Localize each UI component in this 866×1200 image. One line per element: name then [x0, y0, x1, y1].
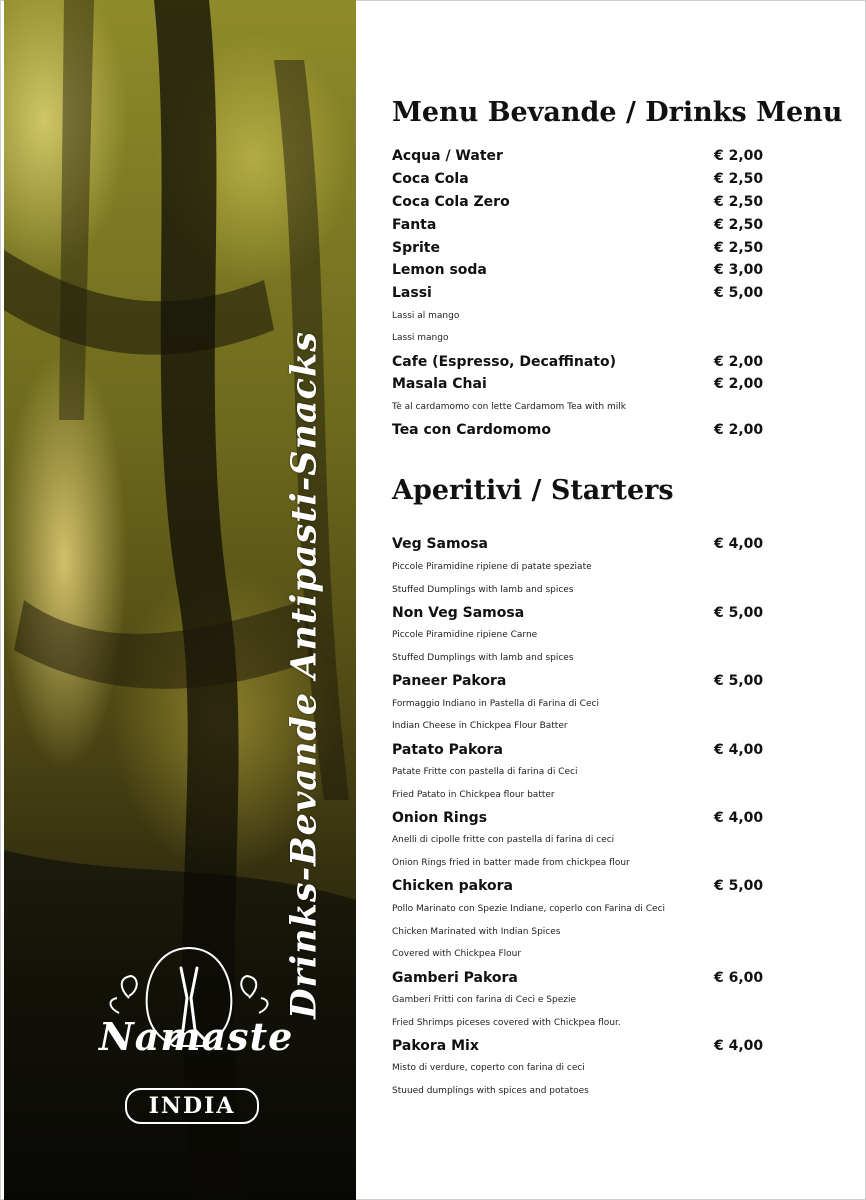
menu-item [392, 966, 762, 989]
menu-item-name: Veg Samosa [392, 536, 488, 553]
menu-item-description: Lassi al mango [392, 310, 460, 321]
menu-item [392, 419, 762, 442]
menu-item [392, 259, 762, 282]
menu-item-price: € 5,00 [714, 878, 764, 895]
menu-item [392, 875, 762, 898]
menu-item-price: € 6,00 [714, 969, 764, 986]
menu-item [392, 350, 762, 373]
menu-item-name: Gamberi Pakora [392, 969, 518, 986]
menu-item-name: Acqua / Water [392, 148, 503, 165]
menu-item-price: € 5,00 [714, 673, 764, 690]
menu-item [392, 670, 762, 693]
drinks-section-title: Menu Bevande / Drinks Menu [392, 97, 843, 128]
menu-item [392, 236, 762, 259]
drinks-list [392, 145, 762, 441]
menu-item [392, 1035, 762, 1058]
menu-item [392, 168, 762, 191]
menu-item-name: Lemon soda [392, 262, 487, 279]
namaste-india-logo [99, 938, 294, 1128]
menu-item-price: € 2,00 [714, 353, 764, 370]
menu-item-description: Lassi mango [392, 333, 449, 344]
menu-item-price: € 5,00 [714, 285, 764, 302]
menu-item [392, 533, 762, 556]
menu-item-name: Pakora Mix [392, 1037, 479, 1054]
starters-section-title: Aperitivi / Starters [392, 475, 674, 506]
menu-item-price: € 4,00 [714, 1037, 764, 1054]
menu-item-price: € 2,50 [714, 171, 764, 188]
menu-item-name: Cafe (Espresso, Decaffinato) [392, 353, 616, 370]
banner-vertical-text: Drinks-Bevande Antipasti-Snacks [283, 331, 325, 1019]
menu-item-name: Masala Chai [392, 376, 487, 393]
menu-item-price: € 2,50 [714, 216, 764, 233]
menu-item-name: Patato Pakora [392, 741, 503, 758]
menu-item-name: Coca Cola Zero [392, 193, 510, 210]
menu-item [392, 373, 762, 396]
menu-item-description: Pollo Marinato con Spezie Indiane, coperlo con Farina di Ceci [392, 903, 666, 914]
menu-item-name: Tea con Cardomomo [392, 421, 551, 438]
menu-item-name: Fanta [392, 216, 437, 233]
menu-item-price: € 2,50 [714, 239, 764, 256]
menu-item-description: Piccole Piramidine ripiene Carne [392, 630, 538, 641]
menu-item-description: Stuffed Dumplings with lamb and spices [392, 652, 574, 663]
menu-item-price: € 4,00 [714, 741, 764, 758]
menu-item-name: Sprite [392, 239, 440, 256]
menu-item-name: Lassi [392, 285, 432, 302]
menu-item-description: Stuffed Dumplings with lamb and spices [392, 584, 574, 595]
menu-item-price: € 2,00 [714, 148, 764, 165]
menu-item [392, 191, 762, 214]
menu-item-description: Patate Fritte con pastella di farina di Ceci [392, 766, 578, 777]
menu-item-name: Paneer Pakora [392, 673, 507, 690]
menu-item-name: Non Veg Samosa [392, 604, 525, 621]
logo-script-text: Namaste [99, 1014, 294, 1059]
menu-item-name: Coca Cola [392, 171, 469, 188]
menu-item-description: Misto di verdure, coperto con farina di ceci [392, 1063, 585, 1074]
menu-item [392, 145, 762, 168]
menu-item-description: Chicken Marinated with Indian Spices [392, 926, 561, 937]
menu-item [392, 738, 762, 761]
menu-content [392, 96, 843, 1097]
logo-india-text: INDIA [125, 1088, 259, 1124]
menu-item [392, 601, 762, 624]
menu-item-description: Formaggio Indiano in Pastella di Farina di Ceci [392, 698, 599, 709]
menu-item-price: € 5,00 [714, 604, 764, 621]
menu-item-name: Chicken pakora [392, 878, 513, 895]
menu-item-price: € 2,50 [714, 193, 764, 210]
menu-item-price: € 4,00 [714, 536, 764, 553]
menu-item-price: € 2,00 [714, 376, 764, 393]
menu-item-description: Tè al cardamomo con lette Cardamom Tea with milk [392, 401, 626, 412]
menu-item-price: € 2,00 [714, 421, 764, 438]
menu-item-price: € 4,00 [714, 809, 764, 826]
menu-item [392, 213, 762, 236]
menu-item-name: Onion Rings [392, 809, 488, 826]
decorative-banner [4, 0, 356, 1200]
menu-item [392, 807, 762, 830]
menu-item-description: Covered with Chickpea Flour [392, 949, 522, 960]
menu-item-description: Stuued dumplings with spices and potatoes [392, 1086, 589, 1097]
menu-item-description: Gamberi Fritti con farina di Ceci e Spezie [392, 994, 577, 1005]
menu-item-description: Fried Patato in Chickpea flour batter [392, 789, 555, 800]
menu-item-description: Fried Shrimps piceses covered with Chickpea flour. [392, 1017, 621, 1028]
menu-item-description: Anelli di cipolle fritte con pastella di farina di ceci [392, 835, 615, 846]
menu-item-description: Piccole Piramidine ripiene di patate speziate [392, 561, 592, 572]
menu-item [392, 282, 762, 305]
menu-item-price: € 3,00 [714, 262, 764, 279]
starters-list [392, 533, 762, 1103]
menu-item-description: Indian Cheese in Chickpea Flour Batter [392, 721, 568, 732]
menu-item-description: Onion Rings fried in batter made from chickpea flour [392, 858, 630, 869]
